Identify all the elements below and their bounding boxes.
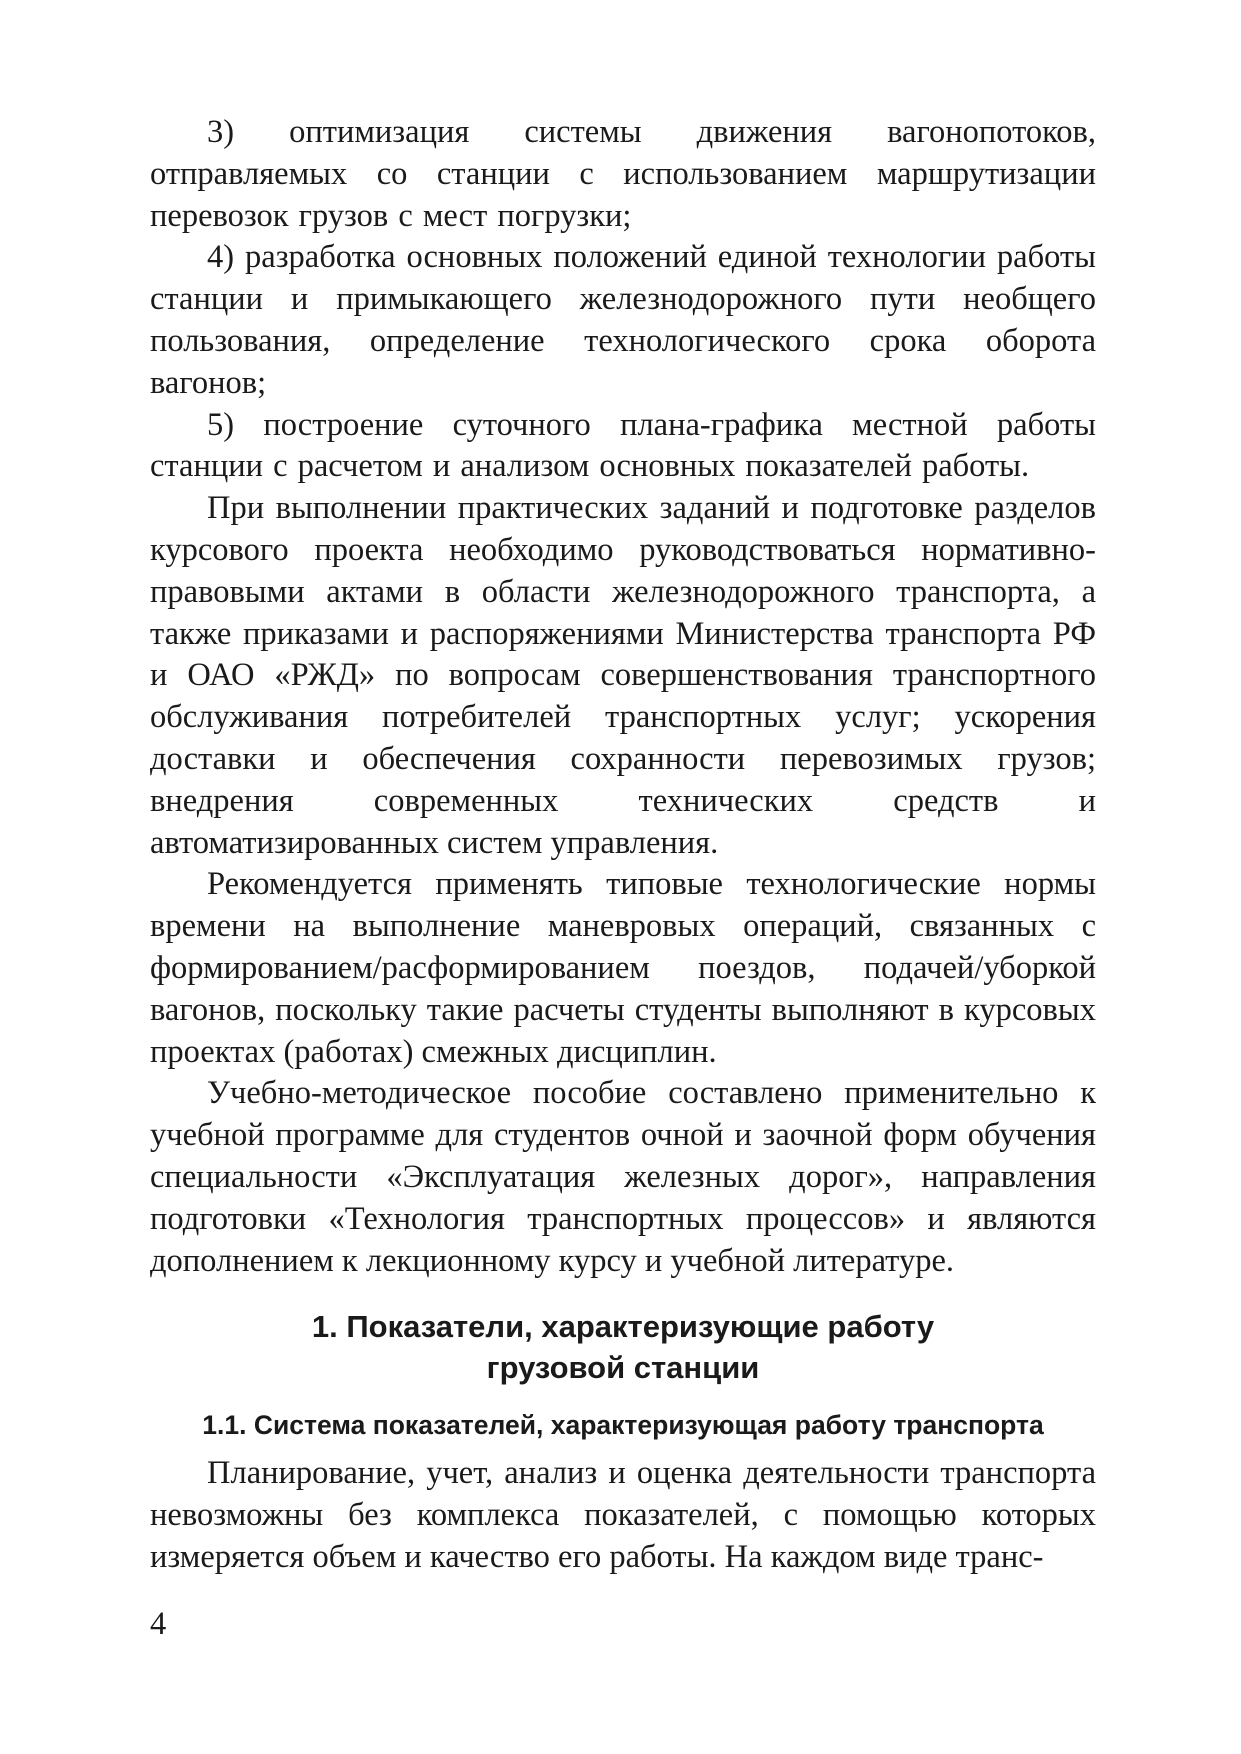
paragraph-practical-tasks: При выполнении практических заданий и подготовке разделов курсового проекта необходимо руководствоваться нормативно-правовыми актами в области железнодорожного транспорта, а также приказами и распоряжениями Министерства транспорта РФ и ОАО «РЖД» по вопросам совершенствования транспортного обслуживания потребителей транспортных услуг; ускорения доставки и обеспечения сохранности перевозимых грузов; внедрения современных технических средств и автоматизированных систем управления. [150, 490, 1096, 861]
paragraph-item-4: 4) разработка основных положений единой технологии работы станции и примыкающего железнодорожного пути необщего пользования, определение технологического срока оборота вагонов; [150, 239, 1096, 401]
paragraph-planning: Планирование, учет, анализ и оценка деятельности транспорта невозможны без комплекса показателей, с помощью которых измеряется объем и качество его работы. На каждом виде транс- [150, 1455, 1096, 1575]
paragraph-recommendation: Рекомендуется применять типовые технологические нормы времени на выполнение маневровых операций, связанных с формированием/расформированием поездов, подачей/уборкой вагонов, поскольку такие расчеты студенты выполняют в курсовых проектах (работах) смежных дисциплин. [150, 866, 1096, 1070]
paragraph-item-3: 3) оптимизация системы движения вагонопотоков, отправляемых со станции с использованием маршрутизации перевозок грузов с мест погрузки; [150, 114, 1096, 234]
section-title [150, 1306, 1096, 1388]
paragraph-manual-description: Учебно-методическое пособие составлено применительно к учебной программе для студентов очной и заочной форм обучения специальности «Эксплуатация железных дорог», направления подготовки «Технология транспортных процессов» и являются дополнением к лекционному курсу и учебной литературе. [150, 1075, 1096, 1279]
subsection-title: 1.1. Система показателей, характеризующая работу транспорта [202, 1410, 1044, 1441]
section-title-line-2: грузовой станции [486, 1350, 760, 1386]
section-title-line-1: 1. Показатели, характеризующие работу [311, 1309, 935, 1345]
paragraph-item-5: 5) построение суточного плана-графика местной работы станции с расчетом и анализом основных показателей работы. [150, 406, 1096, 485]
page-number: 4 [150, 1606, 167, 1642]
page-content [150, 112, 1096, 1579]
